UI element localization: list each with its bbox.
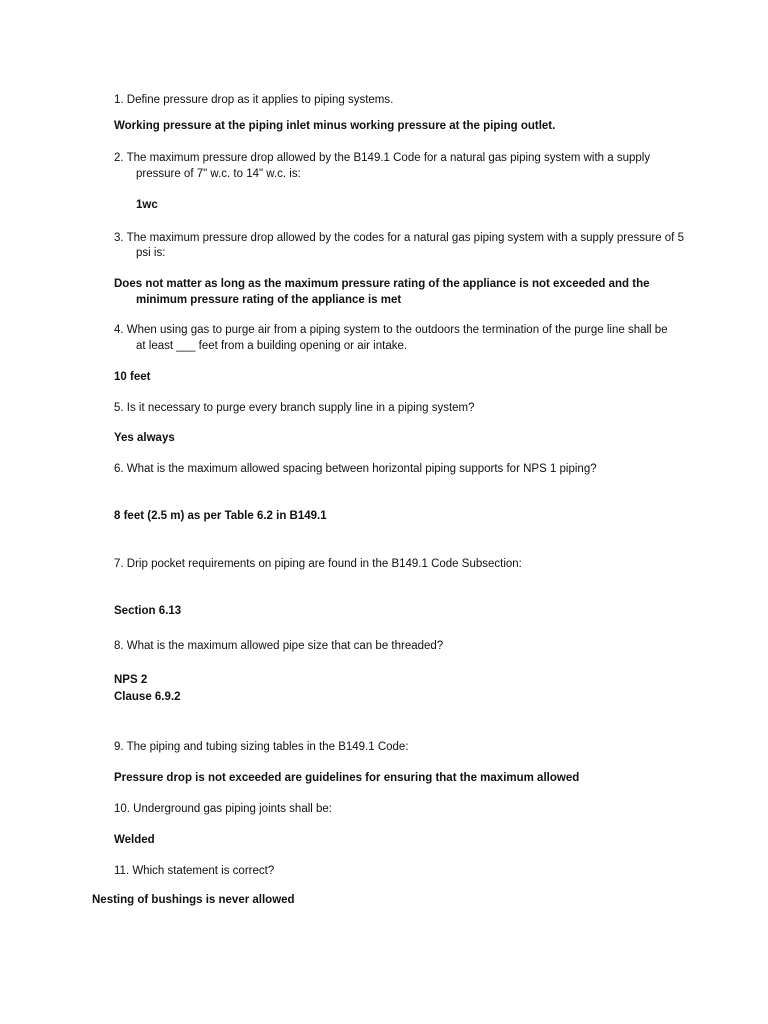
question-11-line-1: 11. Which statement is correct?: [114, 865, 275, 877]
answer-2-line-1: 1wc: [136, 199, 158, 211]
answer-1-line-1: Working pressure at the piping inlet minus working pressure at the piping outlet.: [114, 120, 556, 132]
question-3-line-2: psi is:: [136, 247, 166, 259]
question-2-line-1: 2. The maximum pressure drop allowed by the B149.1 Code for a natural gas piping system with a supply: [114, 152, 651, 164]
answer-3-line-2: minimum pressure rating of the appliance is met: [136, 294, 402, 306]
question-10-line-1: 10. Underground gas piping joints shall be:: [114, 803, 333, 815]
question-9-line-1: 9. The piping and tubing sizing tables in the B149.1 Code:: [114, 741, 409, 753]
answer-4-line-1: 10 feet: [114, 371, 151, 383]
answer-5-line-1: Yes always: [114, 432, 175, 444]
question-2-line-2: pressure of 7" w.c. to 14" w.c. is:: [136, 168, 301, 180]
question-4-line-2: at least ___ feet from a building opening or air intake.: [136, 340, 408, 352]
question-4-line-1: 4. When using gas to purge air from a piping system to the outdoors the termination of the purge line shall be: [114, 324, 668, 336]
question-1-line-1: 1. Define pressure drop as it applies to piping systems.: [114, 94, 394, 106]
question-3-line-1: 3. The maximum pressure drop allowed by the codes for a natural gas piping system with a supply pressure of 5: [114, 232, 684, 244]
answer-6-line-1: 8 feet (2.5 m) as per Table 6.2 in B149.1: [114, 510, 327, 522]
answer-3-line-1: Does not matter as long as the maximum pressure rating of the appliance is not exceeded and the: [114, 278, 650, 290]
question-7-line-1: 7. Drip pocket requirements on piping are found in the B149.1 Code Subsection:: [114, 558, 522, 570]
answer-9-line-1: Pressure drop is not exceeded are guidelines for ensuring that the maximum allowed: [114, 772, 580, 784]
answer-10-line-1: Welded: [114, 834, 155, 846]
question-5-line-1: 5. Is it necessary to purge every branch supply line in a piping system?: [114, 402, 475, 414]
question-8-line-1: 8. What is the maximum allowed pipe size that can be threaded?: [114, 640, 444, 652]
answer-8-line-2: Clause 6.9.2: [114, 691, 181, 703]
question-6-line-1: 6. What is the maximum allowed spacing between horizontal piping supports for NPS 1 piping?: [114, 463, 597, 475]
answer-7-line-1: Section 6.13: [114, 605, 182, 617]
answer-8-line-1: NPS 2: [114, 674, 148, 686]
answer-11-line-1: Nesting of bushings is never allowed: [92, 894, 295, 906]
